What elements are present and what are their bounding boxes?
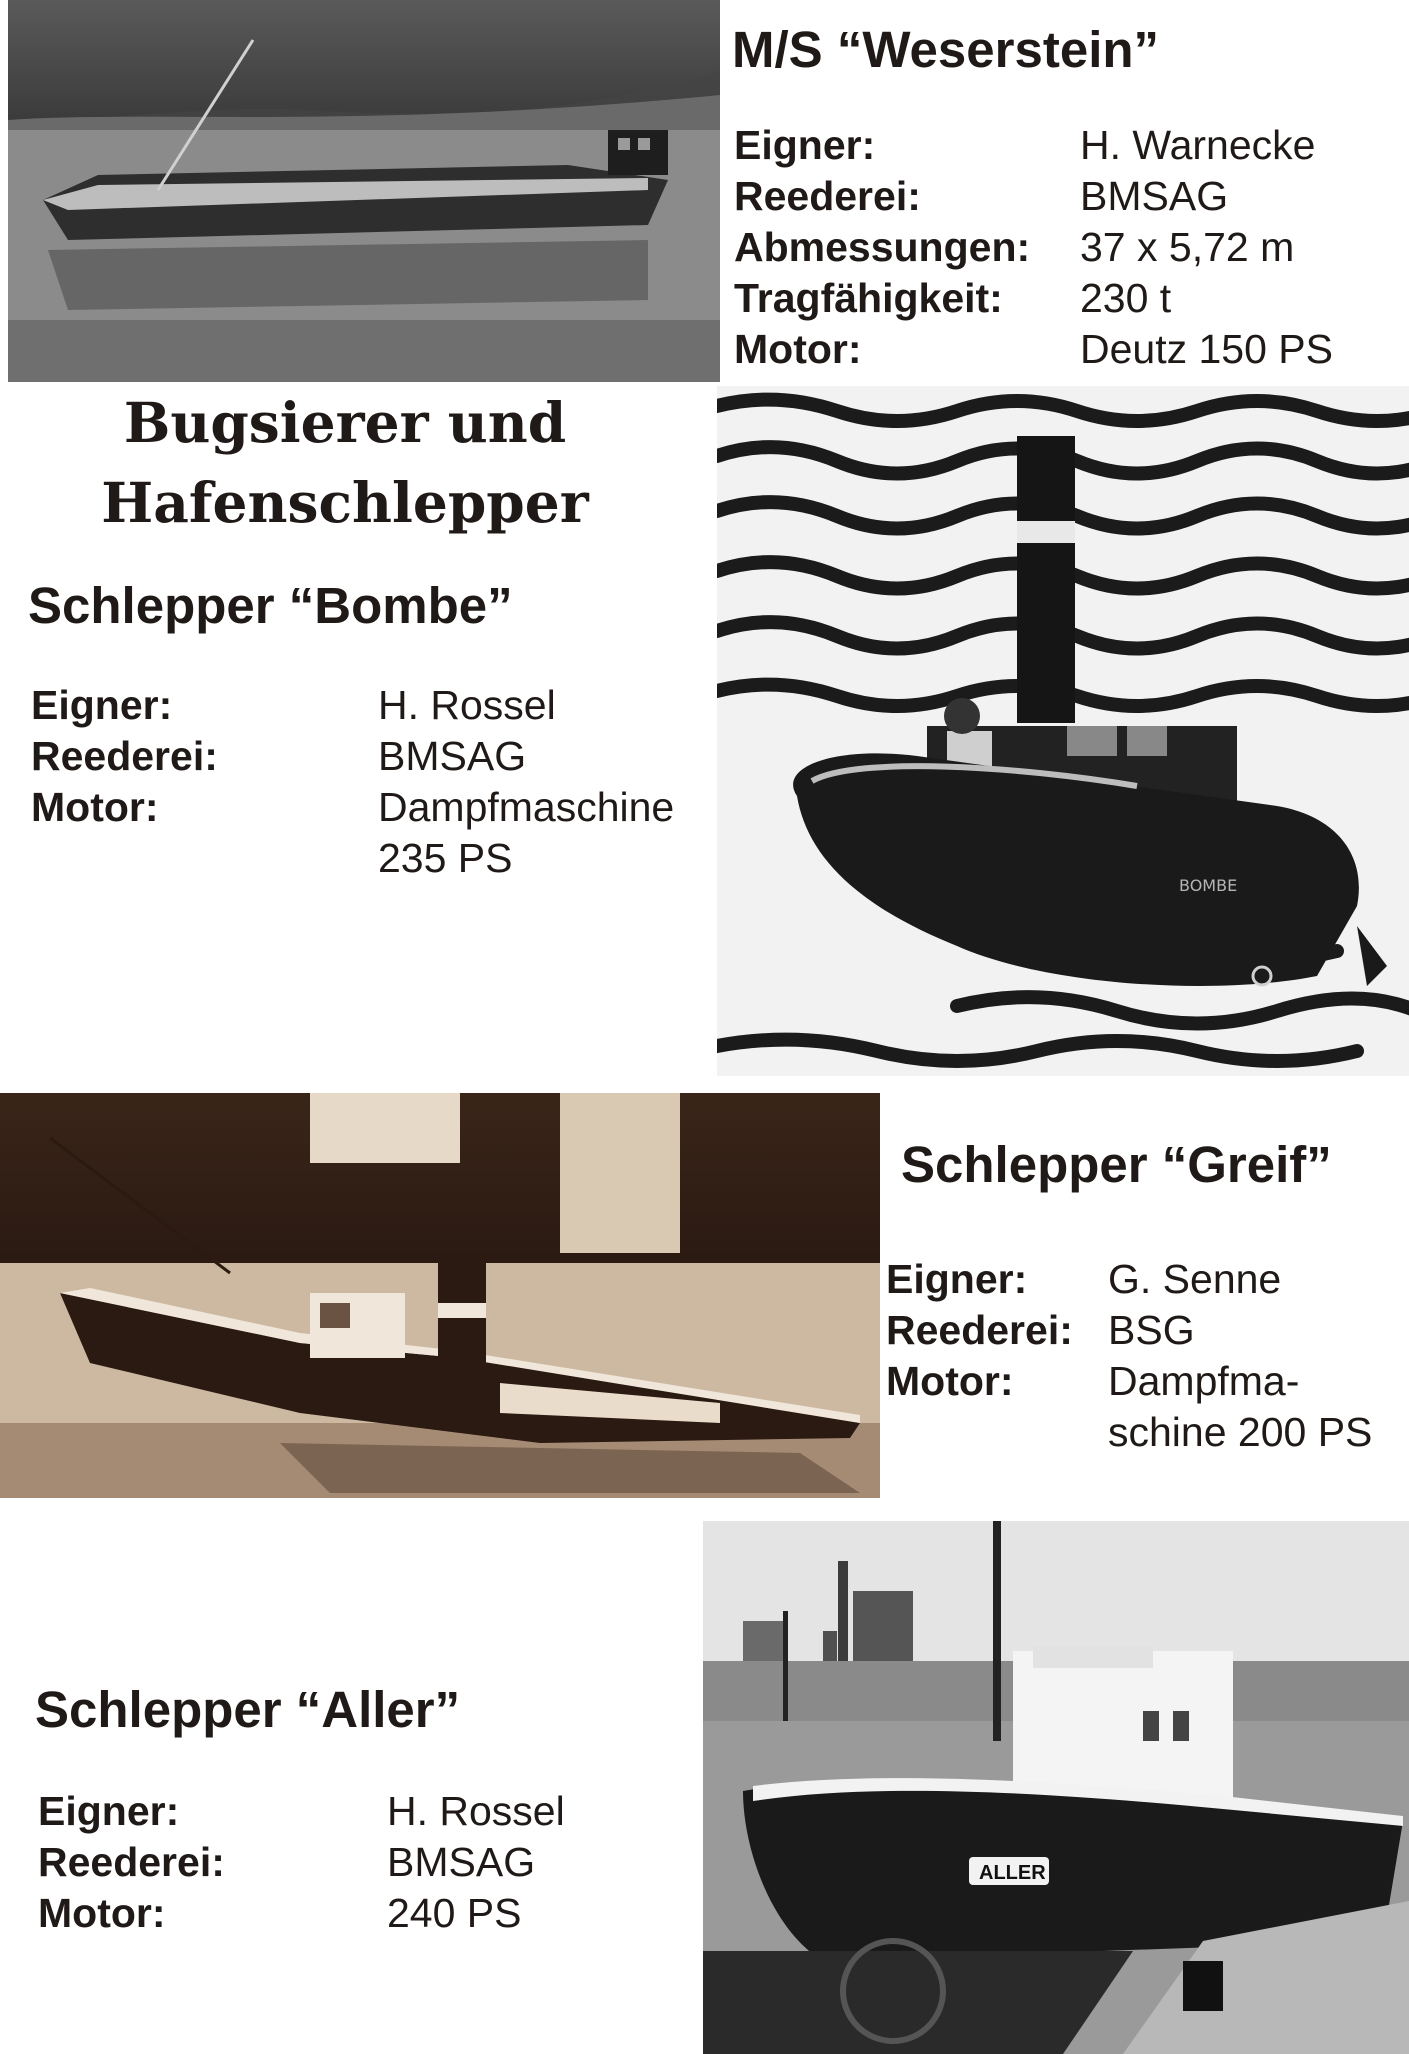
row-value: BMSAG [1080, 173, 1229, 219]
weserstein-title: M/S “Weserstein” [732, 21, 1160, 78]
section-heading-line1: Bugsierer und [123, 390, 567, 455]
photo-greif-tug [0, 1093, 880, 1498]
row-value: 235 PS [378, 835, 513, 881]
info-row [31, 731, 674, 782]
photo-bombe-tug [717, 386, 1409, 1076]
bombe-info [31, 680, 674, 884]
row-label: Eigner: [31, 682, 173, 728]
bombe-title: Schlepper “Bombe” [28, 577, 513, 634]
row-label: Eigner: [734, 122, 876, 168]
row-value: BMSAG [387, 1839, 536, 1885]
row-value: H. Rossel [378, 682, 556, 728]
row-label: Motor: [31, 784, 159, 830]
aller-title: Schlepper “Aller” [35, 1681, 461, 1738]
row-value: H. Rossel [387, 1788, 565, 1834]
row-label: Reederei: [734, 173, 921, 219]
greif-info [886, 1254, 1372, 1458]
info-row [886, 1305, 1372, 1356]
row-value: 230 t [1080, 275, 1172, 321]
row-label: Abmessungen: [734, 224, 1031, 270]
row-value: BSG [1108, 1307, 1195, 1353]
aller-hull-name: ALLER [979, 1862, 1046, 1884]
info-row [31, 833, 674, 884]
info-row [38, 1888, 565, 1939]
info-row [886, 1407, 1372, 1458]
info-row [734, 120, 1333, 171]
info-row [734, 324, 1333, 375]
info-row [38, 1786, 565, 1837]
row-label: Reederei: [31, 733, 218, 779]
row-label: Tragfähigkeit: [734, 275, 1003, 321]
row-label: Motor: [38, 1890, 166, 1936]
photo-weserstein-barge [8, 0, 720, 382]
row-value: Dampfma- [1108, 1358, 1300, 1404]
row-label: Reederei: [38, 1839, 225, 1885]
section-heading [0, 383, 690, 543]
info-row [886, 1254, 1372, 1305]
row-value: G. Senne [1108, 1256, 1282, 1302]
row-value: Deutz 150 PS [1080, 326, 1333, 372]
row-label: Eigner: [38, 1788, 180, 1834]
greif-title: Schlepper “Greif” [901, 1136, 1332, 1193]
row-value: 240 PS [387, 1890, 522, 1936]
row-value: schine 200 PS [1108, 1409, 1373, 1455]
section-heading-line2: Hafenschlepper [101, 470, 589, 535]
row-label [886, 1407, 1108, 1458]
bombe-hull-name: BOMBE [1179, 876, 1238, 895]
row-value: H. Warnecke [1080, 122, 1316, 168]
info-row [734, 171, 1333, 222]
weserstein-info [734, 120, 1333, 375]
row-label: Motor: [886, 1358, 1014, 1404]
row-label: Motor: [734, 326, 862, 372]
row-value: 37 x 5,72 m [1080, 224, 1295, 270]
info-row [734, 222, 1333, 273]
row-label: Reederei: [886, 1307, 1073, 1353]
info-row [886, 1356, 1372, 1407]
row-label: Eigner: [886, 1256, 1028, 1302]
info-row [734, 273, 1333, 324]
info-row [31, 680, 674, 731]
info-row [31, 782, 674, 833]
info-row [38, 1837, 565, 1888]
aller-info [38, 1786, 565, 1939]
row-value: Dampfmaschine [378, 784, 675, 830]
photo-aller-tug [703, 1521, 1409, 2054]
row-value: BMSAG [378, 733, 527, 779]
row-label [31, 833, 378, 884]
